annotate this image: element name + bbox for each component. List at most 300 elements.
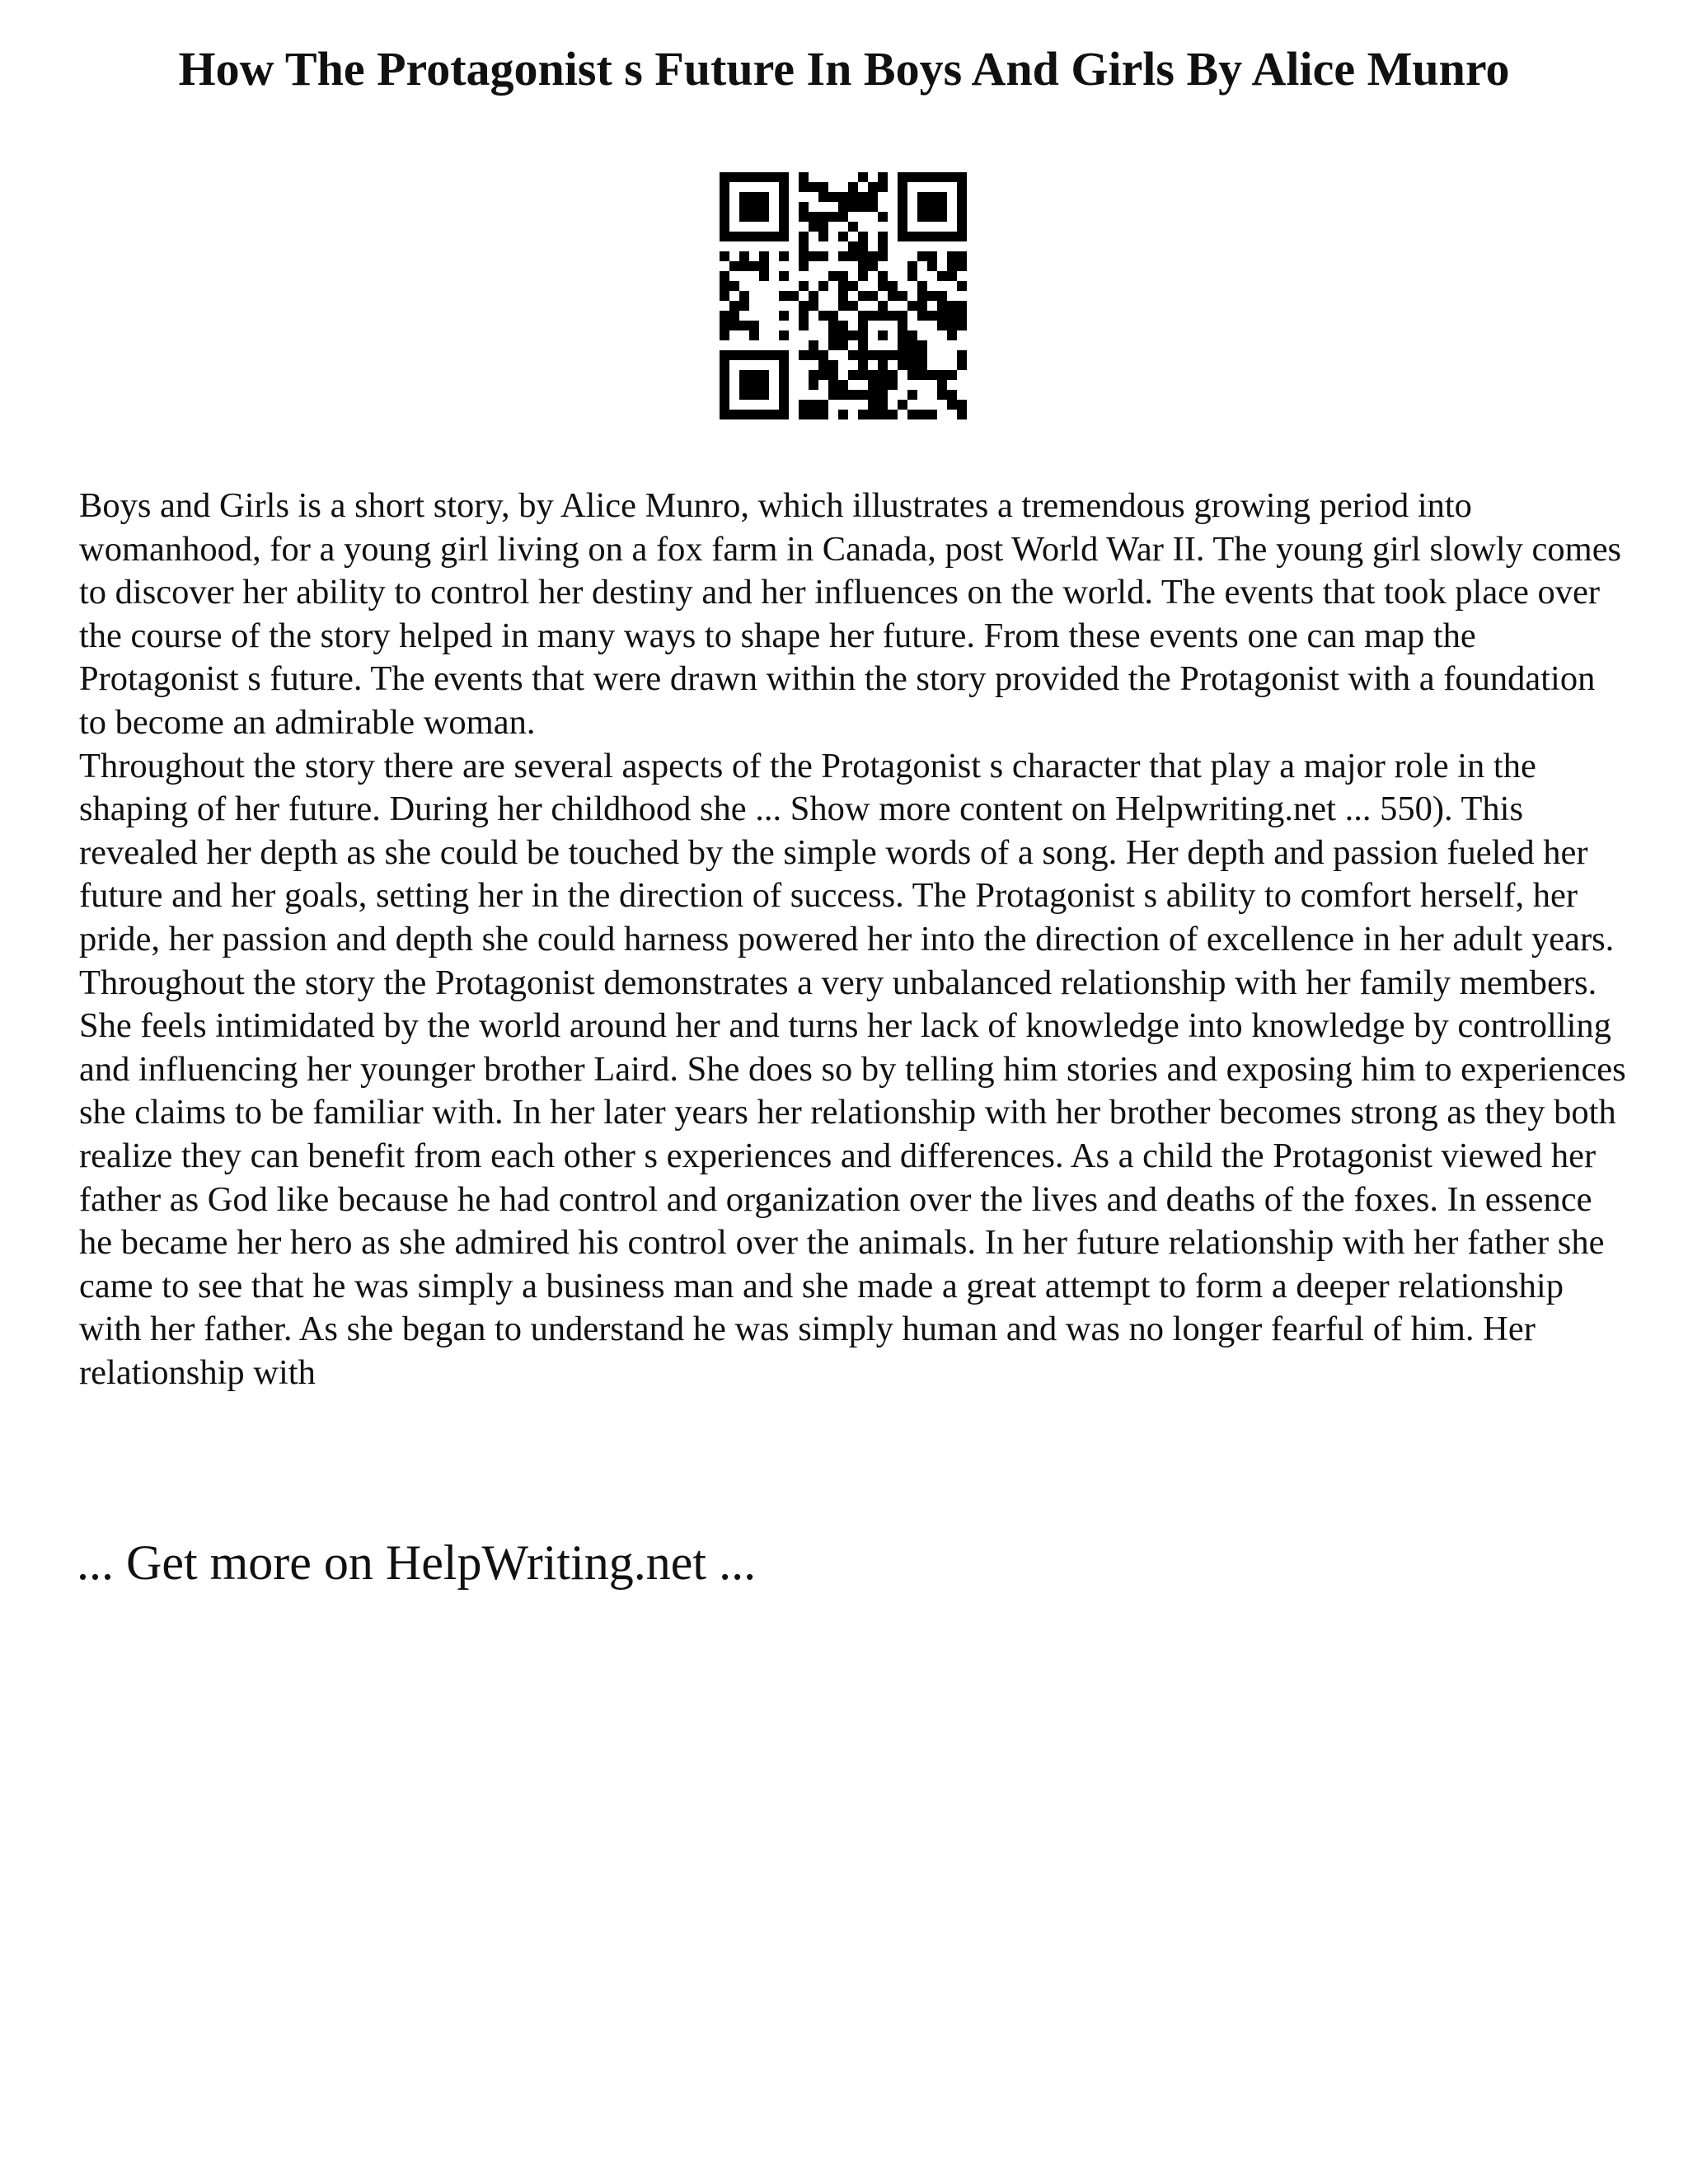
qr-module bbox=[888, 281, 898, 291]
qr-module bbox=[739, 380, 749, 390]
qr-module bbox=[838, 281, 848, 291]
qr-module bbox=[947, 271, 957, 281]
qr-module bbox=[749, 192, 759, 202]
qr-module bbox=[878, 212, 888, 222]
qr-module bbox=[947, 232, 957, 241]
qr-module bbox=[917, 410, 927, 419]
qr-module bbox=[848, 241, 858, 251]
qr-module bbox=[907, 271, 917, 281]
qr-module bbox=[858, 232, 868, 241]
qr-module bbox=[907, 390, 917, 400]
qr-module bbox=[759, 370, 769, 380]
qr-module bbox=[720, 410, 729, 419]
qr-module bbox=[957, 172, 967, 182]
qr-code-icon bbox=[720, 172, 967, 419]
qr-module bbox=[878, 390, 888, 400]
qr-module bbox=[937, 212, 947, 222]
qr-module bbox=[779, 251, 789, 261]
qr-module bbox=[917, 192, 927, 202]
qr-module bbox=[729, 350, 739, 360]
qr-module bbox=[868, 390, 878, 400]
qr-module bbox=[818, 251, 828, 261]
qr-module bbox=[947, 301, 957, 311]
qr-module bbox=[848, 202, 858, 212]
qr-module bbox=[878, 301, 888, 311]
qr-module bbox=[888, 311, 898, 321]
qr-module bbox=[779, 370, 789, 380]
qr-module bbox=[848, 370, 858, 380]
qr-module bbox=[749, 261, 759, 271]
qr-module bbox=[947, 251, 957, 261]
qr-module bbox=[957, 350, 967, 360]
qr-module bbox=[888, 380, 898, 390]
qr-module bbox=[888, 350, 898, 360]
qr-module bbox=[818, 400, 828, 410]
qr-module bbox=[759, 172, 769, 182]
qr-module bbox=[729, 261, 739, 271]
qr-module bbox=[739, 202, 749, 212]
qr-module bbox=[957, 192, 967, 202]
qr-module bbox=[848, 390, 858, 400]
qr-module bbox=[917, 311, 927, 321]
qr-module bbox=[729, 301, 739, 311]
qr-module bbox=[848, 222, 858, 232]
qr-module bbox=[779, 311, 789, 321]
qr-module bbox=[720, 370, 729, 380]
qr-module bbox=[888, 410, 898, 419]
qr-module bbox=[927, 370, 937, 380]
qr-module bbox=[799, 172, 809, 182]
qr-module bbox=[957, 321, 967, 330]
qr-module bbox=[858, 261, 868, 271]
qr-module bbox=[888, 370, 898, 380]
qr-module bbox=[917, 360, 927, 370]
qr-module bbox=[907, 301, 917, 311]
qr-module bbox=[927, 410, 937, 419]
qr-module bbox=[838, 291, 848, 301]
qr-module bbox=[799, 212, 809, 222]
qr-module bbox=[957, 281, 967, 291]
qr-module bbox=[720, 192, 729, 202]
qr-module bbox=[720, 271, 729, 281]
qr-module bbox=[927, 291, 937, 301]
qr-module bbox=[828, 271, 838, 281]
qr-module bbox=[799, 232, 809, 241]
qr-module bbox=[868, 261, 878, 271]
qr-module bbox=[769, 410, 779, 419]
qr-module bbox=[858, 291, 868, 301]
qr-module bbox=[809, 301, 818, 311]
qr-module bbox=[818, 370, 828, 380]
qr-module bbox=[848, 281, 858, 291]
qr-module bbox=[907, 172, 917, 182]
qr-module bbox=[759, 212, 769, 222]
qr-module bbox=[937, 301, 947, 311]
qr-module bbox=[858, 172, 868, 182]
qr-module bbox=[927, 202, 937, 212]
qr-module bbox=[878, 330, 888, 340]
qr-module bbox=[937, 232, 947, 241]
qr-module bbox=[749, 321, 759, 330]
qr-module bbox=[858, 321, 868, 330]
qr-module bbox=[779, 330, 789, 340]
qr-module bbox=[868, 350, 878, 360]
qr-module bbox=[739, 261, 749, 271]
qr-module bbox=[898, 350, 907, 360]
qr-module bbox=[917, 301, 927, 311]
qr-module bbox=[878, 370, 888, 380]
qr-module bbox=[720, 212, 729, 222]
qr-module bbox=[799, 202, 809, 212]
qr-module bbox=[720, 311, 729, 321]
qr-module bbox=[828, 340, 838, 350]
qr-module bbox=[729, 172, 739, 182]
qr-module bbox=[927, 212, 937, 222]
qr-module bbox=[838, 321, 848, 330]
qr-module bbox=[818, 222, 828, 232]
qr-module bbox=[739, 410, 749, 419]
qr-module bbox=[898, 400, 907, 410]
qr-module bbox=[917, 251, 927, 261]
qr-module bbox=[799, 281, 809, 291]
qr-module bbox=[828, 370, 838, 380]
qr-module bbox=[818, 192, 828, 202]
qr-module bbox=[898, 330, 907, 340]
qr-module bbox=[878, 271, 888, 281]
qr-module bbox=[898, 340, 907, 350]
qr-module bbox=[878, 251, 888, 261]
qr-module bbox=[759, 192, 769, 202]
qr-module bbox=[937, 321, 947, 330]
qr-module bbox=[759, 350, 769, 360]
qr-module bbox=[749, 370, 759, 380]
qr-module bbox=[739, 390, 749, 400]
get-more-link[interactable]: ... Get more on HelpWriting.net ... bbox=[77, 1535, 757, 1590]
qr-module bbox=[937, 192, 947, 202]
qr-module bbox=[828, 330, 838, 340]
qr-module bbox=[779, 202, 789, 212]
qr-module bbox=[749, 202, 759, 212]
qr-module bbox=[759, 380, 769, 390]
qr-module bbox=[759, 251, 769, 261]
qr-module bbox=[779, 380, 789, 390]
qr-module bbox=[838, 410, 848, 419]
qr-module bbox=[809, 182, 818, 192]
qr-module bbox=[898, 222, 907, 232]
qr-module bbox=[868, 291, 878, 301]
qr-module bbox=[799, 251, 809, 261]
qr-module bbox=[898, 182, 907, 192]
qr-module bbox=[917, 232, 927, 241]
qr-module bbox=[749, 380, 759, 390]
qr-module bbox=[799, 301, 809, 311]
qr-module bbox=[927, 311, 937, 321]
qr-module bbox=[759, 271, 769, 281]
qr-module bbox=[947, 390, 957, 400]
qr-module bbox=[729, 311, 739, 321]
qr-module bbox=[769, 172, 779, 182]
qr-module bbox=[818, 311, 828, 321]
qr-module bbox=[937, 370, 947, 380]
qr-module bbox=[878, 380, 888, 390]
qr-module bbox=[898, 212, 907, 222]
qr-module bbox=[957, 182, 967, 192]
qr-module bbox=[937, 271, 947, 281]
qr-module bbox=[720, 350, 729, 360]
qr-module bbox=[957, 251, 967, 261]
qr-module bbox=[858, 350, 868, 360]
qr-module bbox=[868, 410, 878, 419]
qr-module bbox=[858, 340, 868, 350]
qr-module bbox=[858, 390, 868, 400]
qr-module bbox=[917, 212, 927, 222]
qr-module bbox=[828, 192, 838, 202]
qr-module bbox=[749, 212, 759, 222]
qr-module bbox=[957, 410, 967, 419]
qr-module bbox=[947, 321, 957, 330]
qr-module bbox=[729, 281, 739, 291]
qr-module bbox=[917, 291, 927, 301]
qr-module bbox=[818, 182, 828, 192]
qr-module bbox=[957, 202, 967, 212]
document-body bbox=[79, 485, 1629, 1394]
qr-module bbox=[878, 311, 888, 321]
qr-module bbox=[858, 202, 868, 212]
qr-module bbox=[779, 212, 789, 222]
qr-module bbox=[868, 192, 878, 202]
qr-module bbox=[838, 271, 848, 281]
qr-module bbox=[779, 271, 789, 281]
qr-module bbox=[809, 212, 818, 222]
qr-module bbox=[769, 232, 779, 241]
qr-module bbox=[739, 350, 749, 360]
qr-module bbox=[809, 340, 818, 350]
qr-module bbox=[898, 192, 907, 202]
qr-module bbox=[927, 232, 937, 241]
qr-module bbox=[720, 400, 729, 410]
qr-module bbox=[848, 330, 858, 340]
qr-module bbox=[759, 410, 769, 419]
qr-module bbox=[848, 182, 858, 192]
qr-module bbox=[769, 350, 779, 360]
qr-module bbox=[878, 241, 888, 251]
qr-module bbox=[779, 232, 789, 241]
qr-module bbox=[907, 370, 917, 380]
qr-module bbox=[739, 192, 749, 202]
qr-module bbox=[720, 222, 729, 232]
qr-module bbox=[907, 330, 917, 340]
qr-module bbox=[868, 400, 878, 410]
qr-module bbox=[739, 212, 749, 222]
qr-module bbox=[818, 360, 828, 370]
qr-module bbox=[749, 330, 759, 340]
qr-module bbox=[729, 232, 739, 241]
qr-module bbox=[828, 360, 838, 370]
qr-module bbox=[868, 380, 878, 390]
qr-module bbox=[799, 400, 809, 410]
qr-module bbox=[868, 370, 878, 380]
qr-module bbox=[898, 172, 907, 182]
qr-module bbox=[828, 311, 838, 321]
qr-module bbox=[720, 360, 729, 370]
qr-module bbox=[957, 222, 967, 232]
qr-module bbox=[848, 301, 858, 311]
qr-module bbox=[858, 370, 868, 380]
qr-module bbox=[838, 301, 848, 311]
qr-module bbox=[838, 192, 848, 202]
qr-module bbox=[917, 281, 927, 291]
qr-module bbox=[878, 410, 888, 419]
qr-module bbox=[720, 172, 729, 182]
qr-module bbox=[799, 241, 809, 251]
qr-module bbox=[858, 271, 868, 281]
qr-module bbox=[868, 182, 878, 192]
qr-module bbox=[759, 261, 769, 271]
qr-module bbox=[937, 291, 947, 301]
qr-module bbox=[937, 311, 947, 321]
qr-module bbox=[818, 212, 828, 222]
qr-module bbox=[917, 202, 927, 212]
qr-module bbox=[749, 410, 759, 419]
qr-module bbox=[957, 212, 967, 222]
qr-module bbox=[799, 182, 809, 192]
qr-module bbox=[947, 330, 957, 340]
qr-module bbox=[858, 330, 868, 340]
qr-module bbox=[947, 261, 957, 271]
qr-module bbox=[917, 340, 927, 350]
qr-module bbox=[799, 350, 809, 360]
qr-module bbox=[739, 291, 749, 301]
qr-module bbox=[818, 350, 828, 360]
qr-module bbox=[779, 182, 789, 192]
qr-module bbox=[799, 321, 809, 330]
qr-module bbox=[809, 251, 818, 261]
qr-module bbox=[828, 321, 838, 330]
qr-module bbox=[749, 232, 759, 241]
qr-module bbox=[838, 380, 848, 390]
qr-module bbox=[848, 192, 858, 202]
qr-module bbox=[858, 251, 868, 261]
qr-module bbox=[720, 291, 729, 301]
qr-module bbox=[878, 281, 888, 291]
qr-module bbox=[848, 350, 858, 360]
paragraph-intro: Boys and Girls is a short story, by Alice Munro, which illustrates a tremendous growing period into womanhood, for a young girl living on a fox farm in Canada, post World War II. The young girl slowly comes to discover her ability to control her destiny and her influences on the world. The events that took place over the course of the story helped in many ways to shape her future. From these events one can map the Protagonist s future. The events that were drawn within the story provided the Protagonist with a foundation to become an admirable woman. bbox=[79, 486, 1622, 742]
qr-module bbox=[907, 232, 917, 241]
qr-module bbox=[818, 410, 828, 419]
qr-module bbox=[818, 281, 828, 291]
qr-module bbox=[957, 261, 967, 271]
qr-module bbox=[907, 340, 917, 350]
qr-module bbox=[898, 311, 907, 321]
qr-module bbox=[937, 202, 947, 212]
qr-module bbox=[947, 172, 957, 182]
qr-module bbox=[828, 212, 838, 222]
qr-module bbox=[739, 301, 749, 311]
qr-module bbox=[898, 360, 907, 370]
qr-module bbox=[927, 251, 937, 261]
qr-module bbox=[858, 311, 868, 321]
qr-module bbox=[809, 222, 818, 232]
qr-module bbox=[759, 232, 769, 241]
qr-module bbox=[907, 350, 917, 360]
qr-module bbox=[957, 360, 967, 370]
qr-module bbox=[927, 192, 937, 202]
qr-module bbox=[957, 400, 967, 410]
qr-module bbox=[838, 232, 848, 241]
qr-module bbox=[878, 350, 888, 360]
document-title: How The Protagonist s Future In Boys And Girls By Alice Munro bbox=[178, 42, 1510, 96]
qr-module bbox=[957, 311, 967, 321]
qr-module bbox=[809, 400, 818, 410]
qr-module bbox=[818, 232, 828, 241]
qr-module bbox=[739, 251, 749, 261]
qr-module bbox=[868, 202, 878, 212]
qr-module bbox=[720, 182, 729, 192]
qr-module bbox=[898, 291, 907, 301]
qr-module bbox=[888, 291, 898, 301]
qr-module bbox=[779, 350, 789, 360]
qr-module bbox=[838, 202, 848, 212]
qr-module bbox=[878, 232, 888, 241]
qr-module bbox=[858, 360, 868, 370]
qr-module bbox=[878, 400, 888, 410]
qr-module bbox=[739, 232, 749, 241]
qr-module bbox=[720, 380, 729, 390]
qr-module bbox=[917, 172, 927, 182]
qr-module bbox=[917, 370, 927, 380]
qr-module bbox=[759, 202, 769, 212]
qr-module bbox=[759, 390, 769, 400]
qr-module bbox=[749, 390, 759, 400]
qr-module bbox=[848, 251, 858, 261]
qr-module bbox=[907, 261, 917, 271]
qr-module bbox=[907, 410, 917, 419]
qr-module bbox=[720, 251, 729, 261]
qr-module bbox=[828, 380, 838, 390]
qr-module bbox=[957, 232, 967, 241]
qr-module bbox=[779, 291, 789, 301]
qr-module bbox=[947, 370, 957, 380]
qr-module bbox=[878, 360, 888, 370]
qr-module bbox=[779, 360, 789, 370]
qr-module bbox=[917, 350, 927, 360]
qr-module bbox=[898, 202, 907, 212]
qr-module bbox=[957, 301, 967, 311]
qr-module bbox=[838, 340, 848, 350]
qr-module bbox=[898, 321, 907, 330]
paragraph-relationships: Throughout the story the Protagonist demonstrates a very unbalanced relationship with her family members. She feels intimidated by the world around her and turns her lack of knowledge into knowledge by controlling and influencing her younger brother Laird. She does so by telling him stories and exposing him to experiences she claims to be familiar with. In her later years her relationship with her brother becomes strong as they both realize they can benefit from each other s experiences and differences. As a child the Protagonist viewed her father as God like because he had control and organization over the lives and deaths of the foxes. In essence he became her hero as she admired his control over the animals. In her future relationship with her father she came to see that he was simply a business man and she made a great attempt to form a deeper relationship with her father. As she began to understand he was simply human and was no longer fearful of him. Her relationship with bbox=[79, 963, 1626, 1392]
qr-module bbox=[809, 410, 818, 419]
qr-module bbox=[799, 410, 809, 419]
qr-module bbox=[739, 172, 749, 182]
qr-module bbox=[779, 172, 789, 182]
qr-module bbox=[779, 400, 789, 410]
qr-module bbox=[947, 400, 957, 410]
qr-module bbox=[809, 370, 818, 380]
qr-module bbox=[868, 311, 878, 321]
qr-module bbox=[720, 390, 729, 400]
qr-module bbox=[739, 321, 749, 330]
qr-module bbox=[779, 192, 789, 202]
qr-module bbox=[720, 330, 729, 340]
qr-module bbox=[907, 360, 917, 370]
qr-module bbox=[858, 241, 868, 251]
qr-module bbox=[937, 390, 947, 400]
paragraph-character: Throughout the story there are several aspects of the Protagonist s character that play a major role in the shaping of her future. During her childhood she ... Show more content on Helpwriting.net ... 550). This revealed her depth as she could be touched by the simple words of a song. Her depth and passion fueled her future and her goals, setting her in the direction of success. The Protagonist s ability to comfort herself, her pride, her passion and depth she could harness powered her into the direction of excellence in her adult years. bbox=[79, 746, 1615, 958]
qr-module bbox=[838, 390, 848, 400]
qr-module bbox=[838, 330, 848, 340]
qr-module bbox=[927, 172, 937, 182]
